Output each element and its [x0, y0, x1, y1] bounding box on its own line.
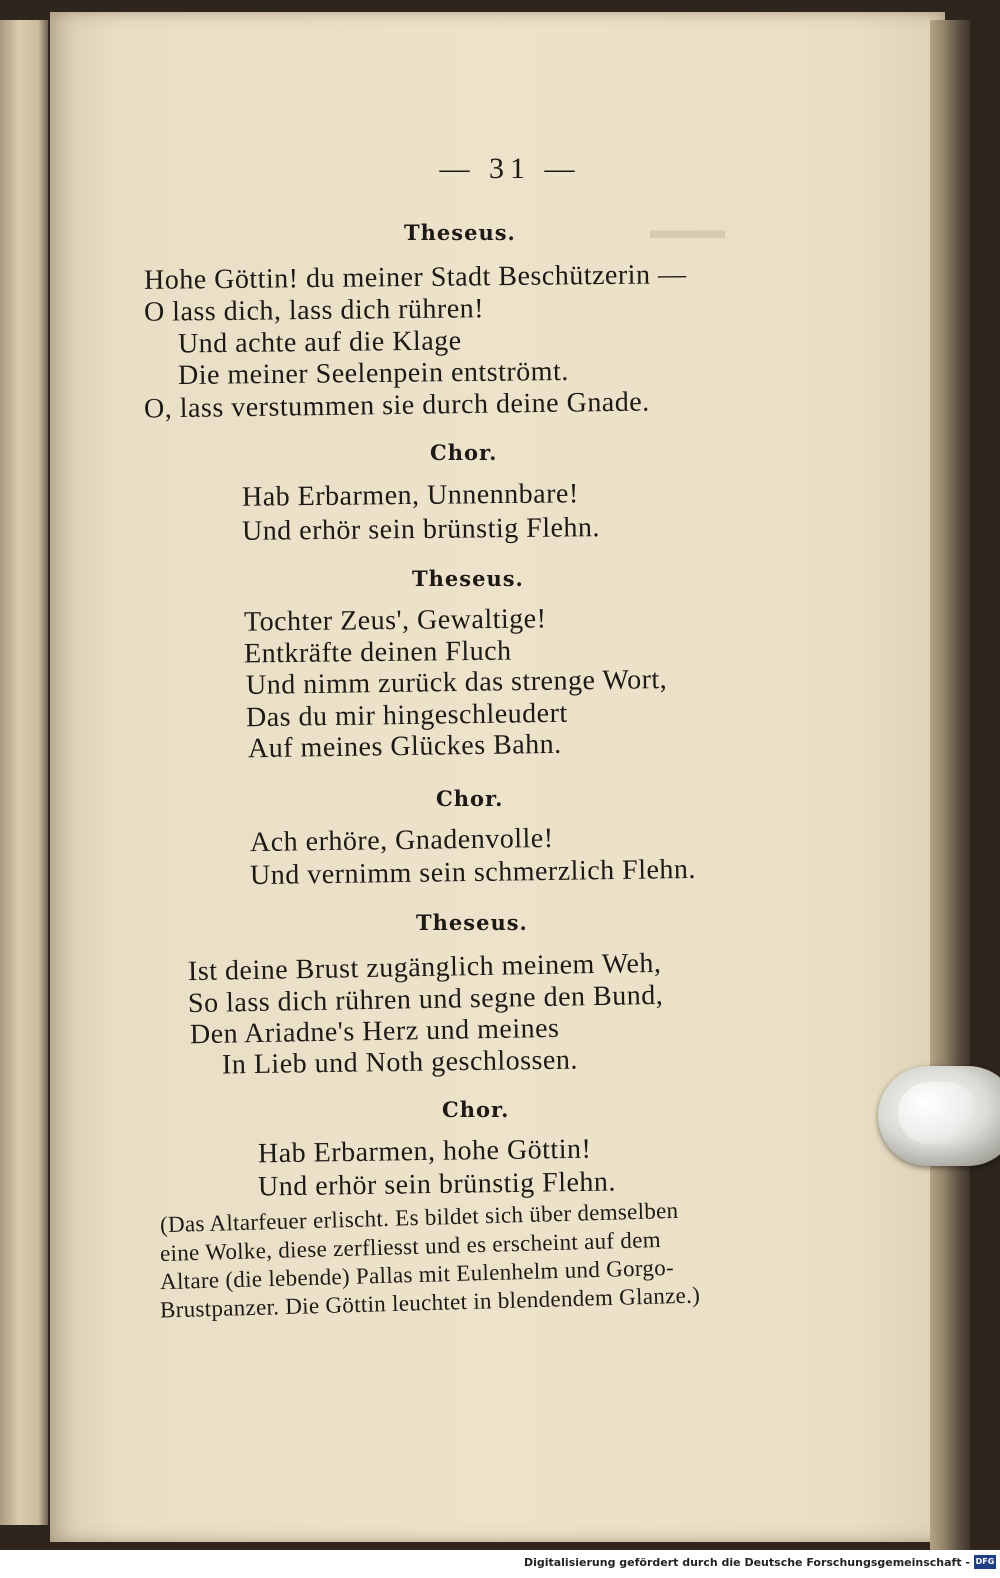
- speaker-heading: Chor.: [442, 1097, 510, 1122]
- verse-line: Den Ariadne's Herz und meines: [189, 1012, 560, 1051]
- verse-line: O, lass verstummen sie durch deine Gnade.: [143, 386, 650, 425]
- stage-direction-line: Brustpanzer. Die Göttin leuchtet in blendendem Glanze.): [159, 1282, 701, 1323]
- verse-line: Und erhör sein brünstig Flehn.: [241, 512, 601, 547]
- stage-direction-line: (Das Altarfeuer erlischt. Es bildet sich über demselben: [159, 1197, 679, 1238]
- digitization-footer: [0, 1550, 1000, 1578]
- verse-line: Und nimm zurück das strenge Wort,: [245, 664, 668, 701]
- verse-line: Hab Erbarmen, hohe Göttin!: [257, 1133, 592, 1170]
- verse-line: Auf meines Glückes Bahn.: [247, 728, 562, 765]
- stage-direction-line: Altare (die lebende) Pallas mit Eulenhelm und Gorgo-: [159, 1254, 675, 1295]
- book-binding-edge: [930, 20, 970, 1550]
- dfg-logo: DFG: [974, 1555, 996, 1569]
- show-through-texture: ▬▬▬: [650, 217, 725, 244]
- verse-line: So lass dich rühren und segne den Bund,: [187, 979, 664, 1020]
- glass-highlight: [898, 1082, 978, 1144]
- verse-line: Das du mir hingeschleudert: [245, 697, 568, 734]
- verse-line: Ach erhöre, Gnadenvolle!: [249, 822, 554, 859]
- verse-line: Und vernimm sein schmerzlich Flehn.: [249, 853, 697, 892]
- speaker-heading: Chor.: [430, 440, 498, 465]
- verse-line: Und erhör sein brünstig Flehn.: [257, 1166, 617, 1203]
- speaker-heading: Theseus.: [412, 566, 524, 591]
- page-number: — 31 —: [439, 152, 581, 185]
- previous-page-edge: [0, 20, 48, 1525]
- speaker-heading: Chor.: [436, 786, 504, 811]
- verse-line: Die meiner Seelenpein entströmt.: [177, 355, 569, 392]
- verse-line: Hohe Göttin! du meiner Stadt Beschützerin —: [143, 259, 687, 296]
- verse-line: In Lieb und Noth geschlossen.: [221, 1044, 579, 1081]
- speaker-heading: Theseus.: [404, 220, 516, 245]
- verse-line: Tochter Zeus', Gewaltige!: [243, 603, 547, 638]
- book-page: [50, 12, 945, 1542]
- verse-line: O lass dich, lass dich rühren!: [143, 293, 485, 328]
- verse-line: Entkräfte deinen Fluch: [243, 635, 512, 670]
- verse-line: Ist deine Brust zugänglich meinem Weh,: [187, 947, 662, 988]
- stage-direction-line: eine Wolke, diese zerfliesst und es erscheint auf dem: [159, 1227, 662, 1266]
- speaker-heading: Theseus.: [416, 910, 528, 935]
- verse-line: Hab Erbarmen, Unnennbare!: [241, 478, 579, 513]
- footer-credit-text: Digitalisierung gefördert durch die Deutsche Forschungsgemeinschaft -: [523, 1556, 970, 1569]
- glass-page-weight: [878, 1066, 1000, 1166]
- verse-line: Und achte auf die Klage: [177, 325, 462, 360]
